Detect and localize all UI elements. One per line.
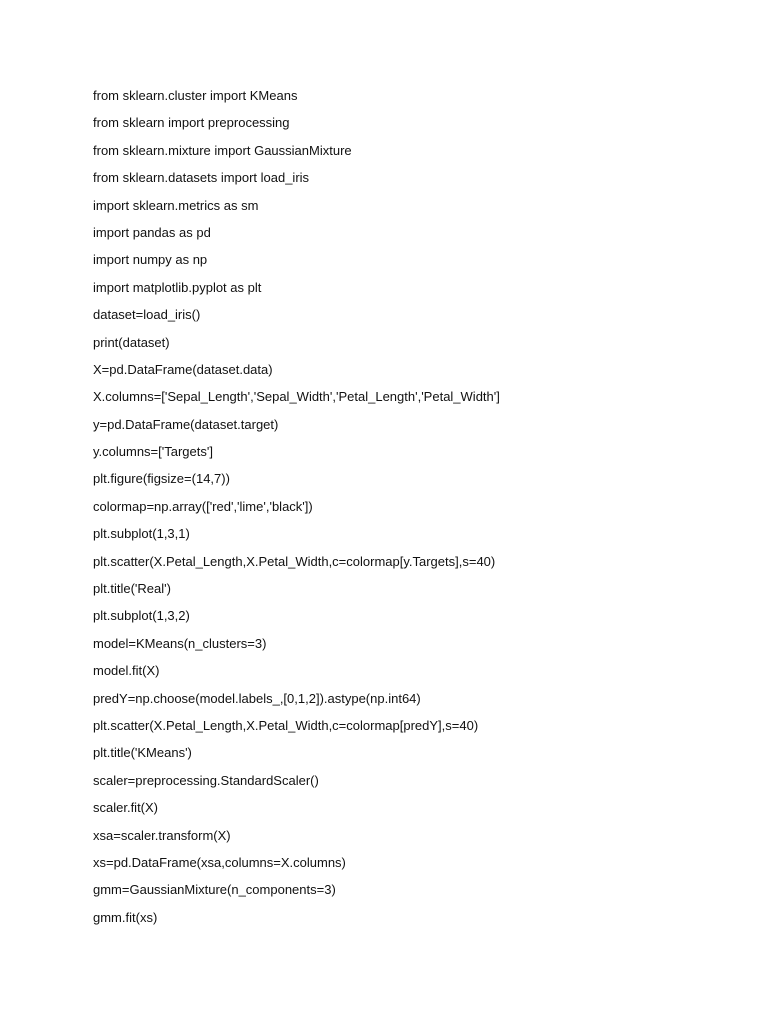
code-line: xsa=scaler.transform(X): [93, 827, 231, 843]
code-line: gmm.fit(xs): [93, 909, 158, 925]
code-line: plt.subplot(1,3,2): [93, 608, 190, 624]
code-line: from sklearn.mixture import GaussianMixture: [93, 142, 352, 158]
code-line: import matplotlib.pyplot as plt: [93, 279, 262, 295]
code-line: import numpy as np: [93, 252, 208, 268]
code-line: dataset=load_iris(): [93, 307, 201, 323]
code-line: plt.scatter(X.Petal_Length,X.Petal_Width,c=colormap[y.Targets],s=40): [93, 553, 496, 569]
code-line: scaler.fit(X): [93, 800, 159, 816]
code-line: print(dataset): [93, 334, 170, 350]
code-line: plt.figure(figsize=(14,7)): [93, 471, 230, 487]
code-line: X=pd.DataFrame(dataset.data): [93, 361, 273, 377]
code-line: y=pd.DataFrame(dataset.target): [93, 416, 279, 432]
code-line: plt.scatter(X.Petal_Length,X.Petal_Width,c=colormap[predY],s=40): [93, 717, 479, 733]
code-line: X.columns=['Sepal_Length','Sepal_Width','Petal_Length','Petal_Width']: [93, 389, 500, 405]
code-listing: [93, 86, 733, 935]
code-line: scaler=preprocessing.StandardScaler(): [93, 772, 319, 788]
code-line: predY=np.choose(model.labels_,[0,1,2]).astype(np.int64): [93, 690, 421, 706]
code-line: model=KMeans(n_clusters=3): [93, 635, 267, 651]
code-line: plt.title('KMeans'): [93, 745, 192, 761]
code-line: y.columns=['Targets']: [93, 444, 213, 460]
code-line: model.fit(X): [93, 663, 160, 679]
code-line: import pandas as pd: [93, 224, 211, 240]
code-line: xs=pd.DataFrame(xsa,columns=X.columns): [93, 854, 346, 870]
code-line: import sklearn.metrics as sm: [93, 197, 259, 213]
code-line: from sklearn.datasets import load_iris: [93, 170, 310, 186]
code-line: gmm=GaussianMixture(n_components=3): [93, 882, 336, 898]
code-line: colormap=np.array(['red','lime','black']): [93, 498, 313, 514]
code-line: plt.title('Real'): [93, 581, 171, 597]
code-line: from sklearn import preprocessing: [93, 115, 290, 131]
code-line: plt.subplot(1,3,1): [93, 526, 190, 542]
code-line: from sklearn.cluster import KMeans: [93, 88, 298, 103]
